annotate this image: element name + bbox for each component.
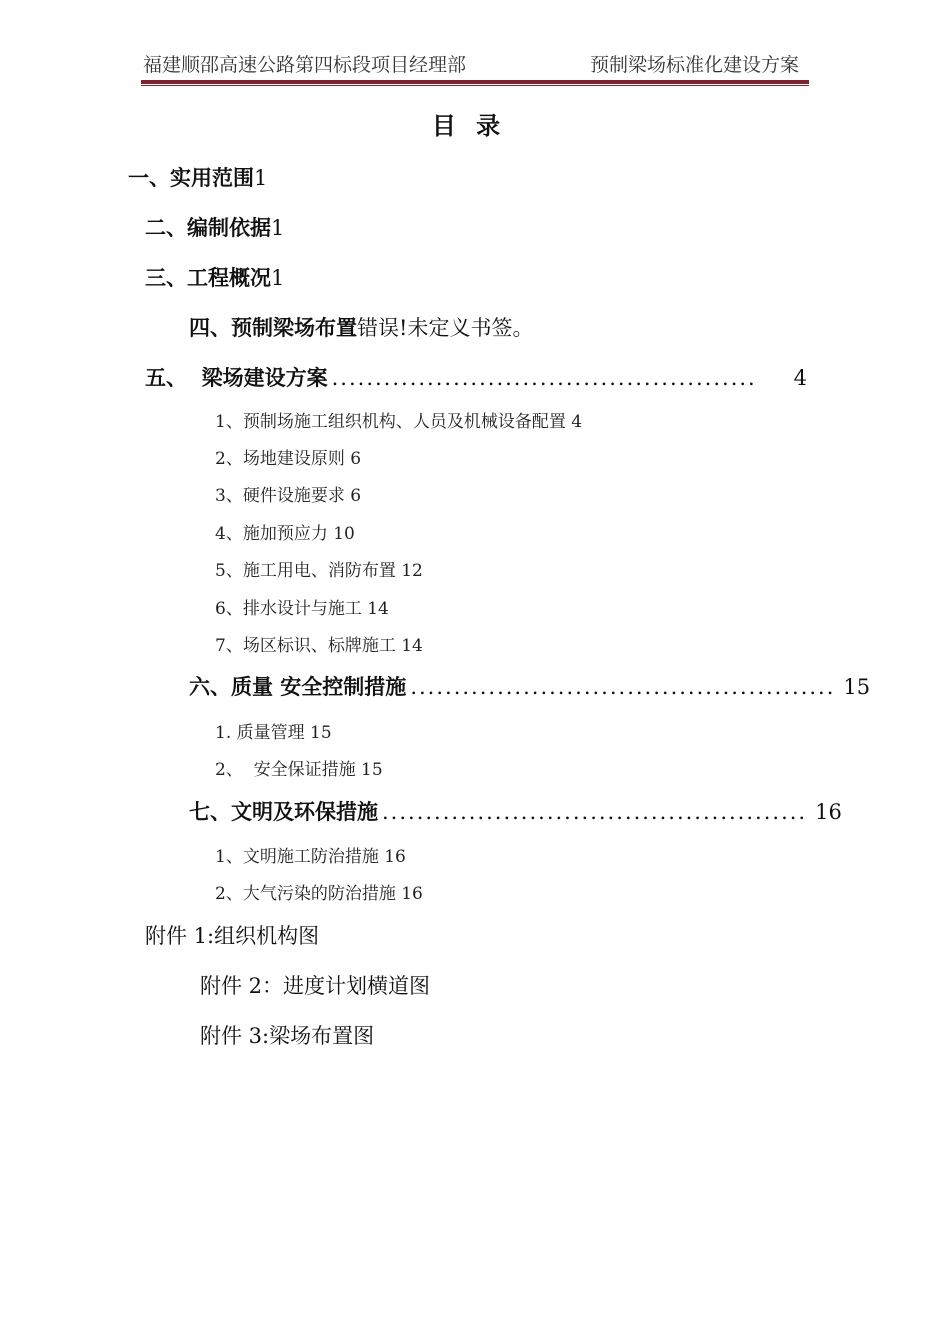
toc-entry-page: 1 (271, 216, 285, 240)
toc-subentry[interactable]: 2、大气污染的防治措施 16 (215, 884, 423, 904)
attachment-3[interactable]: 附件 3:梁场布置图 (200, 1024, 375, 1048)
toc-subentry[interactable]: 2、 安全保证措施 15 (215, 760, 383, 780)
toc-entry-label: 五、 梁场建设方案 (145, 365, 328, 390)
toc-leader-dots: ................................................. (331, 366, 757, 390)
toc-subentry[interactable]: 2、场地建设原则 6 (215, 449, 362, 469)
toc-subentry[interactable]: 1、文明施工防治措施 16 (215, 847, 406, 867)
toc-entry-label: 六、质量 安全控制措施 (189, 674, 407, 699)
toc-entry-page: 15 (843, 675, 871, 699)
toc-entry-label: 四、预制梁场布置 (189, 315, 357, 340)
toc-entry-page: 4 (793, 366, 807, 390)
toc-entry-label: 三、工程概况 (145, 265, 271, 290)
header-rule-thin (141, 85, 809, 86)
toc-subentry[interactable]: 1、预制场施工组织机构、人员及机械设备配置 4 (215, 412, 583, 432)
toc-entry-3[interactable] (145, 264, 284, 292)
toc-subentry[interactable]: 3、硬件设施要求 6 (215, 486, 362, 506)
toc-entry-1[interactable] (128, 164, 267, 192)
toc-entry-2[interactable] (145, 214, 284, 242)
header-left: 福建顺邵高速公路第四标段项目经理部 (143, 54, 467, 76)
toc-entry-page: 16 (815, 800, 842, 824)
toc-entry-6[interactable] (189, 673, 871, 701)
toc-subentry[interactable]: 1. 质量管理 15 (215, 723, 332, 743)
header-right: 预制梁场标准化建设方案 (590, 54, 800, 76)
toc-subentry[interactable]: 4、施加预应力 10 (215, 524, 355, 544)
toc-leader-dots: ................................................. (382, 800, 808, 824)
toc-entry-7[interactable] (189, 798, 842, 826)
toc-entry-page: 1 (254, 166, 268, 190)
toc-entry-5[interactable] (145, 364, 807, 392)
toc-entry-label: 一、实用范围 (128, 165, 254, 190)
toc-subentry[interactable]: 5、施工用电、消防布置 12 (215, 561, 423, 581)
toc-entry-page: 1 (271, 266, 285, 290)
toc-leader-dots: ................................................. (410, 675, 836, 699)
header-rule (141, 80, 809, 84)
toc-title: 目 录 (431, 111, 507, 140)
toc-entry-4[interactable] (189, 314, 533, 342)
toc-entry-label: 二、编制依据 (145, 215, 271, 240)
toc-entry-error: 错误!未定义书签。 (357, 316, 534, 340)
toc-subentry[interactable]: 6、排水设计与施工 14 (215, 599, 389, 619)
toc-entry-label: 七、文明及环保措施 (189, 799, 378, 824)
attachment-2[interactable]: 附件 2：进度计划横道图 (200, 974, 431, 998)
toc-subentry[interactable]: 7、场区标识、标牌施工 14 (215, 636, 423, 656)
attachment-1[interactable]: 附件 1:组织机构图 (145, 924, 320, 948)
